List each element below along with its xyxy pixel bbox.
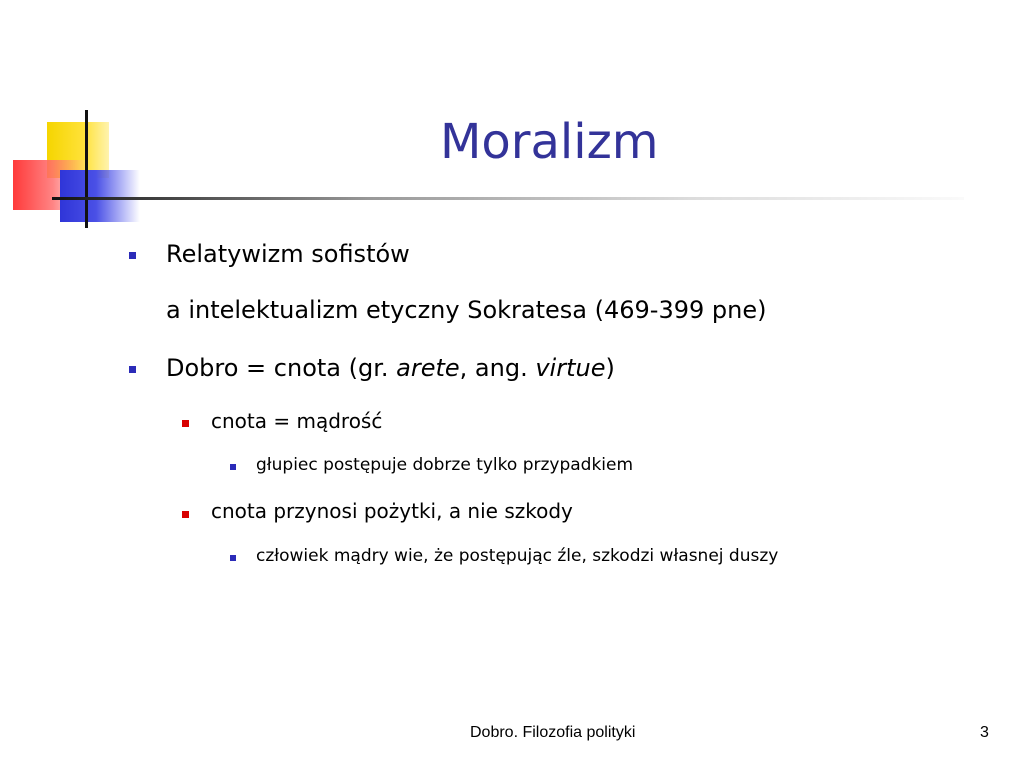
bullet-level3-icon [230, 464, 236, 470]
bullet-text: Relatywizm sofistów [166, 240, 410, 268]
bullet-text: cnota przynosi pożytki, a nie szkody [211, 499, 573, 523]
logo-vertical-line [85, 110, 88, 228]
slide-title: Moralizm [440, 114, 659, 170]
bullet-level1-icon [129, 252, 136, 259]
footer-title: Dobro. Filozofia polityki [470, 724, 636, 741]
bullet-text: głupiec postępuje dobrze tylko przypadkiem [256, 455, 634, 475]
title-underline [52, 197, 964, 200]
logo-blue-square [60, 170, 140, 222]
bullet-level3-icon [230, 555, 236, 561]
bullet-text-continuation: a intelektualizm etyczny Sokratesa (469-399 pne) [166, 296, 767, 324]
page-number: 3 [980, 724, 989, 741]
bullet-level2-icon [182, 420, 189, 427]
bullet-text: cnota = mądrość [211, 409, 383, 433]
bullet-text: człowiek mądry wie, że postępując źle, szkodzi własnej duszy [256, 546, 779, 566]
bullet-text: Dobro = cnota (gr. arete, ang. virtue) [166, 354, 615, 382]
bullet-level2-icon [182, 511, 189, 518]
bullet-level1-icon [129, 366, 136, 373]
